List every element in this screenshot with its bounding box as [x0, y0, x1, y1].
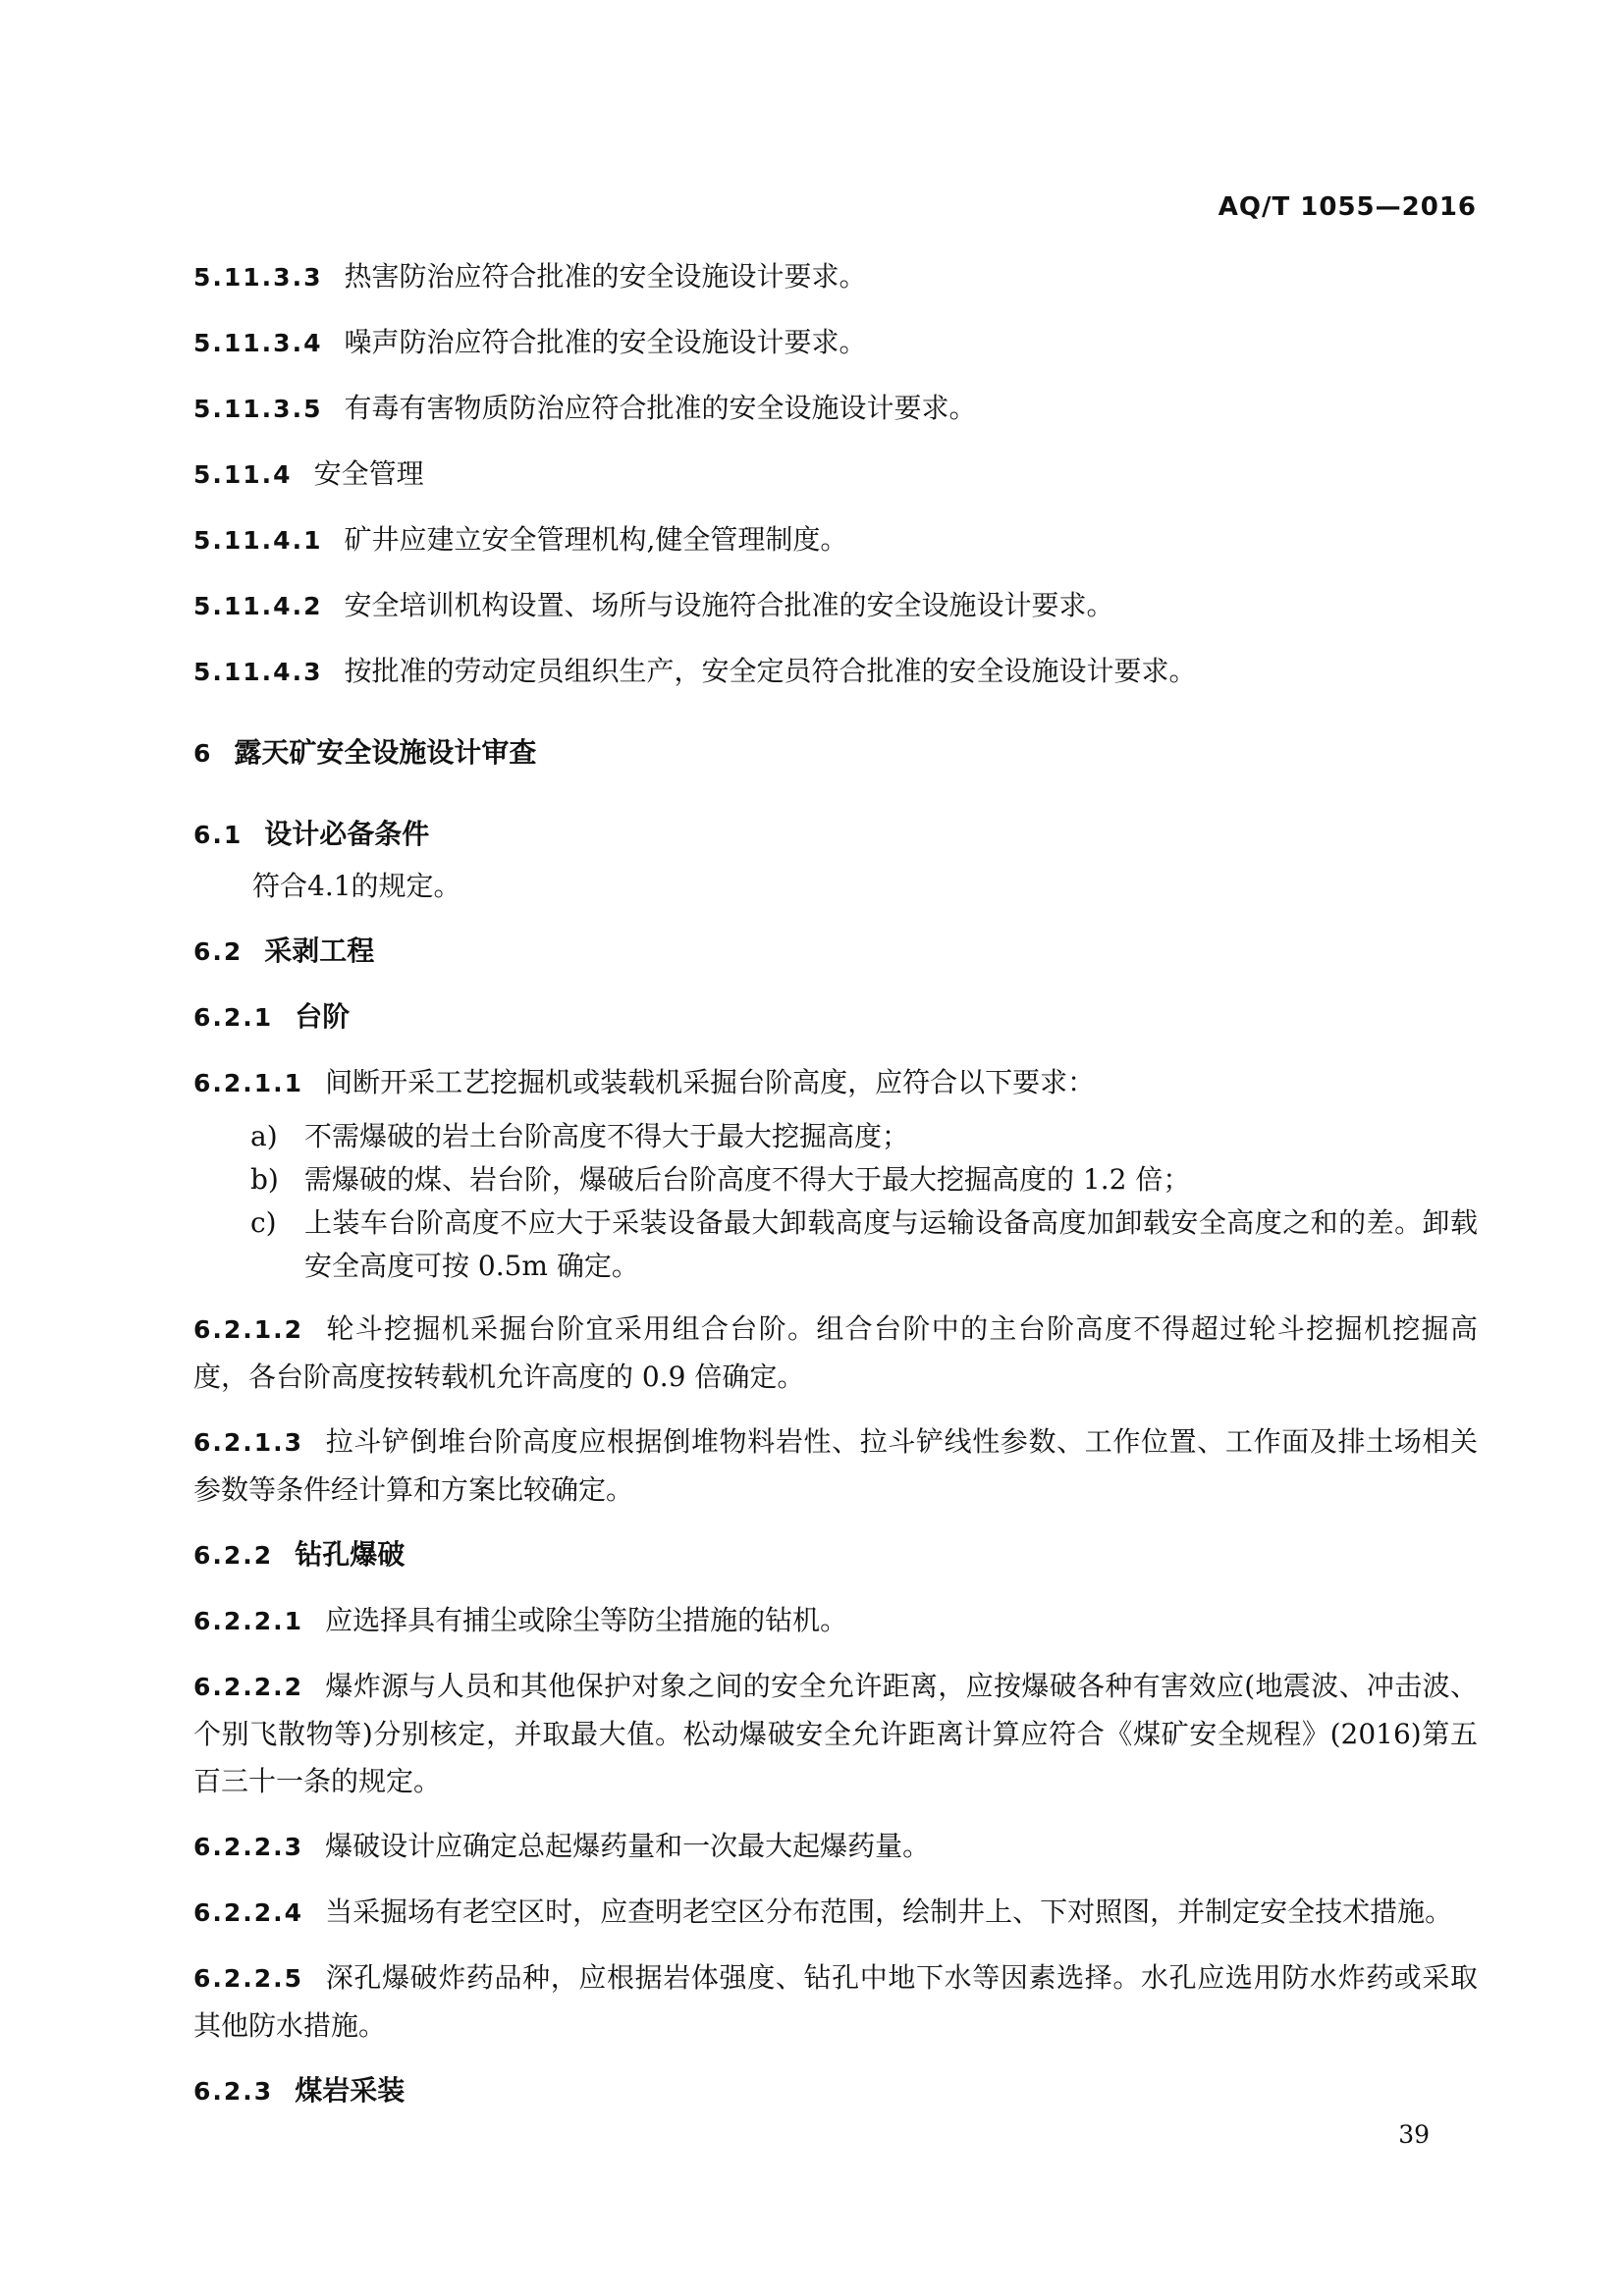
clause-number: 6.2.1.2 [193, 1315, 304, 1344]
list-text: 上装车台阶高度不应大于采装设备最大卸载高度与运输设备高度加卸载安全高度之和的差。卸载安全高度可按 0.5m 确定。 [304, 1206, 1478, 1282]
clause-5-11-4-2 [193, 582, 1478, 630]
clause-number: 5.11.4.2 [193, 592, 323, 620]
clause-number: 5.11.4.3 [193, 658, 323, 686]
clause-5-11-4 [193, 451, 1478, 499]
list-marker: b) [250, 1163, 279, 1196]
section-title: 采剥工程 [264, 934, 375, 967]
list-item-b [193, 1158, 1478, 1201]
chapter-title: 露天矿安全设施设计审查 [234, 736, 537, 769]
clause-number: 6.2.1.1 [193, 1069, 304, 1097]
list-text: 需爆破的煤、岩台阶，爆破后台阶高度不得大于最大挖掘高度的 1.2 倍； [304, 1163, 1191, 1196]
list-marker: c) [250, 1206, 277, 1239]
clause-number: 5.11.3.5 [193, 395, 323, 423]
clause-text: 爆破设计应确定总起爆药量和一次最大起爆药量。 [325, 1830, 931, 1862]
clause-number: 5.11.3.3 [193, 263, 323, 292]
section-6-2-1-heading [193, 993, 1478, 1041]
document-body [193, 253, 1478, 2115]
clause-number: 5.11.4.1 [193, 526, 323, 555]
chapter-6-heading [193, 729, 1478, 777]
section-title: 设计必备条件 [264, 818, 430, 850]
section-title: 台阶 [295, 1000, 351, 1033]
clause-text: 矿井应建立安全管理机构,健全管理制度。 [344, 523, 848, 556]
clause-text: 轮斗挖掘机采掘台阶宜采用组合台阶。组合台阶中的主台阶高度不得超过轮斗挖掘机挖掘高度，各台阶高度按转载机允许高度的 0.9 倍确定。 [193, 1312, 1478, 1393]
section-6-1-heading [193, 811, 1478, 859]
clause-number: 6.2.2.4 [193, 1898, 304, 1927]
list-marker: a) [250, 1120, 278, 1152]
section-6-2-3-heading [193, 2067, 1478, 2115]
clause-number: 5.11.3.4 [193, 329, 323, 357]
clause-text: 安全培训机构设置、场所与设施符合批准的安全设施设计要求。 [344, 589, 1114, 621]
clause-text: 安全管理 [313, 457, 424, 490]
clause-6-2-1-1 [193, 1059, 1478, 1107]
list-text: 不需爆破的岩土台阶高度不得大于最大挖掘高度； [304, 1120, 910, 1152]
list-item-c [193, 1201, 1478, 1288]
body-paragraph: 符合4.1的规定。 [252, 870, 461, 902]
clause-5-11-4-1 [193, 516, 1478, 564]
clause-number: 6.2.2.3 [193, 1833, 304, 1861]
section-title: 煤岩采装 [295, 2074, 406, 2107]
clause-number: 5.11.4 [193, 460, 293, 489]
clause-number: 6.2.1.3 [193, 1428, 304, 1457]
clause-text: 噪声防治应符合批准的安全设施设计要求。 [344, 326, 867, 358]
clause-text: 当采掘场有老空区时，应查明老空区分布范围，绘制井上、下对照图，并制定安全技术措施。 [325, 1896, 1453, 1928]
clause-text: 热害防治应符合批准的安全设施设计要求。 [344, 260, 867, 293]
clause-text: 有毒有害物质防治应符合批准的安全设施设计要求。 [344, 392, 977, 424]
list-item-a [193, 1115, 1478, 1158]
standard-code: AQ/T 1055—2016 [1218, 192, 1477, 222]
clause-number: 6.2.2.5 [193, 1964, 304, 1993]
section-title: 钻孔爆破 [295, 1538, 406, 1571]
clause-text: 应选择具有捕尘或除尘等防尘措施的钻机。 [325, 1604, 848, 1636]
section-6-2-heading [193, 928, 1478, 976]
clause-text: 按批准的劳动定员组织生产，安全定员符合批准的安全设施设计要求。 [344, 655, 1197, 687]
clause-text: 间断开采工艺挖掘机或装载机采掘台阶高度，应符合以下要求： [325, 1066, 1096, 1098]
section-number: 6.2 [193, 937, 244, 966]
section-number: 6.2.3 [193, 2077, 274, 2106]
clause-5-11-3-4 [193, 319, 1478, 367]
clause-text: 拉斗铲倒堆台阶高度应根据倒堆物料岩性、拉斗铲线性参数、工作位置、工作面及排土场相关参数等条件经计算和方案比较确定。 [193, 1425, 1478, 1506]
section-number: 6.1 [193, 821, 244, 849]
clause-6-2-2-2 [193, 1663, 1478, 1805]
clause-text: 深孔爆破炸药品种，应根据岩体强度、钻孔中地下水等因素选择。水孔应选用防水炸药或采取其他防水措施。 [193, 1961, 1478, 2042]
clause-6-2-2-3 [193, 1823, 1478, 1871]
clause-6-2-2-5 [193, 1954, 1478, 2050]
clause-text: 爆炸源与人员和其他保护对象之间的安全允许距离，应按爆破各种有害效应(地震波、冲击波、个别飞散物等)分别核定，并取最大值。松动爆破安全允许距离计算应符合《煤矿安全规程》(2016)第五百三十一条的规定。 [193, 1670, 1478, 1797]
section-number: 6.2.1 [193, 1003, 274, 1032]
clause-number: 6.2.2.2 [193, 1673, 304, 1701]
clause-6-2-1-2 [193, 1306, 1478, 1401]
chapter-number: 6 [193, 739, 213, 768]
section-6-2-2-heading [193, 1531, 1478, 1579]
clause-number: 6.2.2.1 [193, 1607, 304, 1635]
clause-5-11-3-3 [193, 253, 1478, 301]
page-number: 39 [1398, 2120, 1430, 2149]
section-number: 6.2.2 [193, 1541, 274, 1570]
clause-5-11-3-5 [193, 385, 1478, 433]
clause-6-2-1-3 [193, 1418, 1478, 1514]
clause-6-2-2-1 [193, 1597, 1478, 1645]
clause-6-2-2-4 [193, 1889, 1478, 1937]
clause-5-11-4-3 [193, 648, 1478, 696]
